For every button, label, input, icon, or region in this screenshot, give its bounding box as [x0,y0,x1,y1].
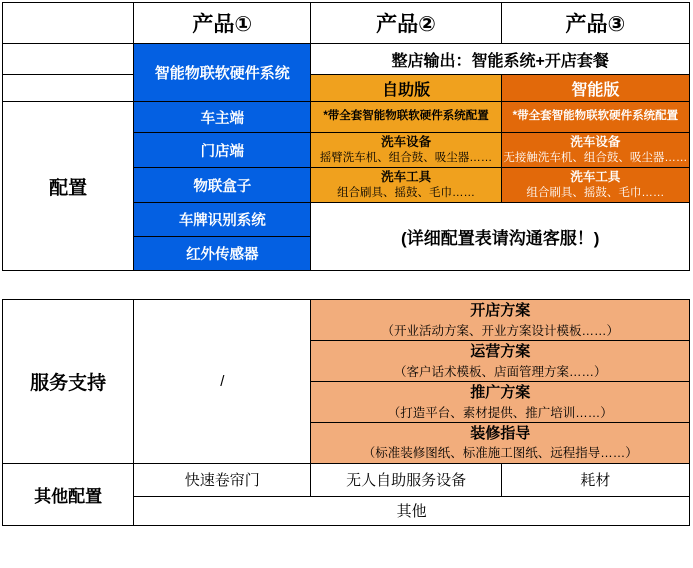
self-service-wash-tools-sub: 组合刷具、摇鼓、毛巾…… [337,186,476,199]
table-header-row [3,3,690,44]
product-config-table [2,2,690,271]
config-item-infrared-sensor: 红外传感器 [134,237,311,271]
service-item-operation-plan-sub: （客户话术模板、店面管理方案……） [393,364,607,379]
edition-row-empty-cell [3,75,134,102]
smart-hardware-note: *带全套智能物联软硬件系统配置 [501,102,689,133]
header-product-2: 产品② [311,3,501,44]
service-item-decoration-guide-title: 装修指导 [470,424,531,442]
smart-wash-equipment [501,133,689,168]
service-item-opening-plan [311,300,690,341]
service-item-promotion-plan [311,381,690,422]
config-item-car-owner: 车主端 [134,102,311,133]
config-item-iot-box: 物联盒子 [134,168,311,203]
smart-wash-equipment-title: 洗车设备 [570,135,621,149]
service-item-decoration-guide-sub: （标准装修图纸、标准施工图纸、远程指导……） [362,446,638,461]
self-service-wash-equipment [311,133,501,168]
smart-wash-tools-sub: 组合刷具、摇鼓、毛巾…… [526,186,665,199]
other-config-value-3: 耗材 [501,463,689,496]
service-item-operation-plan [311,340,690,381]
service-support-label: 服务支持 [3,300,134,464]
self-service-wash-tools-title: 洗车工具 [381,170,432,184]
config-detail-note: (详细配置表请沟通客服！) [311,203,690,271]
header-product-1: 产品① [134,3,311,44]
system-output-row [3,44,690,75]
self-service-wash-equipment-sub: 摇臂洗车机、组合鼓、吸尘器…… [319,151,493,164]
other-config-row [3,463,690,496]
self-service-wash-tools [311,168,501,203]
smart-wash-equipment-sub: 无接触洗车机、组合鼓、吸尘器…… [503,151,688,164]
system-row-empty-cell [3,44,134,75]
service-item-promotion-plan-title: 推广方案 [470,383,531,401]
service-col1-value: / [134,300,311,464]
edition-row [3,75,690,102]
header-empty-cell [3,3,134,44]
other-config-label: 其他配置 [3,463,134,525]
hardware-system-cell: 智能物联软硬件系统 [134,44,311,102]
config-label: 配置 [3,102,134,271]
header-product-3: 产品③ [501,3,689,44]
edition-self-service: 自助版 [311,75,501,102]
whole-store-output-cell: 整店输出：智能系统+开店套餐 [311,44,690,75]
service-item-opening-plan-sub: （开业活动方案、开业方案设计模板……） [381,323,619,338]
self-service-hardware-note: *带全套智能物联软硬件系统配置 [311,102,501,133]
service-item-operation-plan-title: 运营方案 [470,342,531,360]
service-item-promotion-plan-sub: （打造平台、素材提供、推广培训……） [387,405,613,420]
service-item-opening-plan-title: 开店方案 [470,302,531,319]
edition-smart: 智能版 [501,75,689,102]
service-support-table [2,299,690,526]
config-row-1 [3,102,690,133]
config-item-plate-recognition: 车牌识别系统 [134,203,311,237]
smart-wash-tools [501,168,689,203]
smart-wash-tools-title: 洗车工具 [570,170,621,184]
other-config-value-1: 快速卷帘门 [134,463,311,496]
service-row-1 [3,300,690,341]
self-service-wash-equipment-title: 洗车设备 [381,135,432,149]
config-item-store: 门店端 [134,133,311,168]
other-config-value-2: 无人自助服务设备 [311,463,501,496]
service-item-decoration-guide [311,422,690,463]
other-config-last-value: 其他 [134,496,690,525]
